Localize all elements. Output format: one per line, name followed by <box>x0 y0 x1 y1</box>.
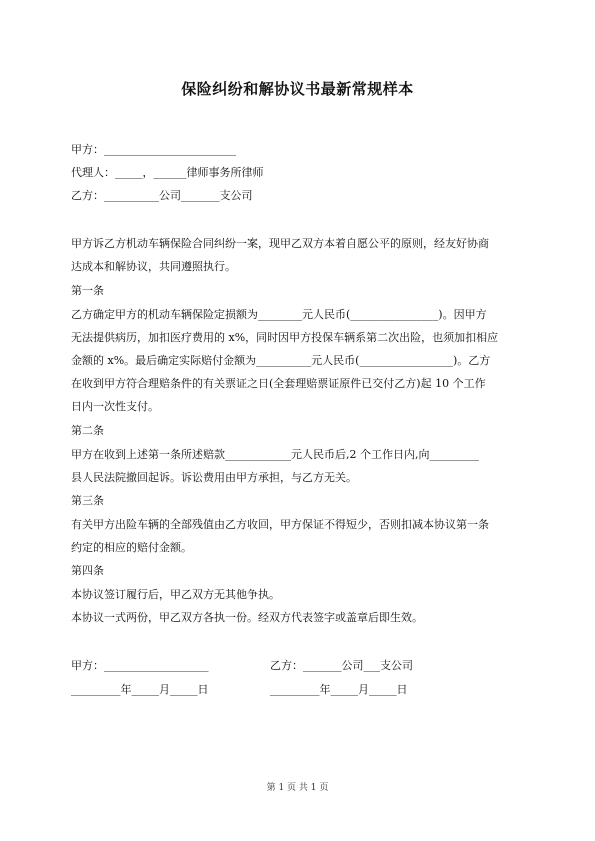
signature-date-a: _________年_____月_____日 <box>71 683 209 696</box>
signature-party-b: 乙方：_______公司___支公司 <box>270 659 413 672</box>
article-1-line-3: 金额的 x%。最后确定实际赔付金额为__________元人民币(_________________)。乙方 <box>71 354 491 367</box>
article-1-line-1: 乙方确定甲方的机动车辆保险定损额为________元人民币(________________)。因甲方 <box>71 308 487 321</box>
signature-party-a: 甲方：___________________ <box>71 659 209 672</box>
article-1-heading: 第一条 <box>71 284 104 297</box>
article-3-heading: 第三条 <box>71 494 104 507</box>
intro-line-1: 甲方诉乙方机动车辆保险合同纠纷一案，现甲乙双方本着自愿公平的原则，经友好协商 <box>71 237 489 250</box>
signature-date-b: _________年_____月_____日 <box>270 683 408 696</box>
article-3-line-2: 约定的相应的赔付金额。 <box>71 541 192 554</box>
page-footer: 第 1 页 共 1 页 <box>266 783 329 793</box>
party-b-line: 乙方：__________公司_______支公司 <box>71 189 253 202</box>
document-title: 保险纠纷和解协议书最新常规样本 <box>181 80 414 98</box>
agent-line: 代理人：_____，______律师事务所律师 <box>71 166 264 179</box>
article-4-heading: 第四条 <box>71 564 104 577</box>
article-2-line-2: 县人民法院撤回起诉。诉讼费用由甲方承担，与乙方无关。 <box>71 471 357 484</box>
intro-line-2: 达成本和解协议，共同遵照执行。 <box>71 260 236 273</box>
article-3-line-1: 有关甲方出险车辆的全部残值由乙方收回，甲方保证不得短少，否则扣减本协议第一条 <box>71 518 489 531</box>
article-2-heading: 第二条 <box>71 424 104 437</box>
article-4-line-2: 本协议一式两份，甲乙双方各执一份。经双方代表签字或盖章后即生效。 <box>71 611 423 624</box>
article-1-line-4: 在收到甲方符合理赔条件的有关票证之日(全套理赔票证原件已交付乙方)起 10 个工作 <box>71 377 486 390</box>
article-4-line-1: 本协议签订履行后，甲乙双方无其他争执。 <box>71 588 280 601</box>
article-1-line-2: 无法提供病历，加扣医疗费用的 x%，同时因甲方投保车辆系第二次出险，也须加扣相应 <box>71 331 499 344</box>
article-2-line-1: 甲方在收到上述第一条所述赔款____________元人民币后,2 个工作日内,向_________ <box>71 448 479 461</box>
party-a-line: 甲方：________________________ <box>71 143 236 156</box>
article-1-line-5: 日内一次性支付。 <box>71 400 159 413</box>
